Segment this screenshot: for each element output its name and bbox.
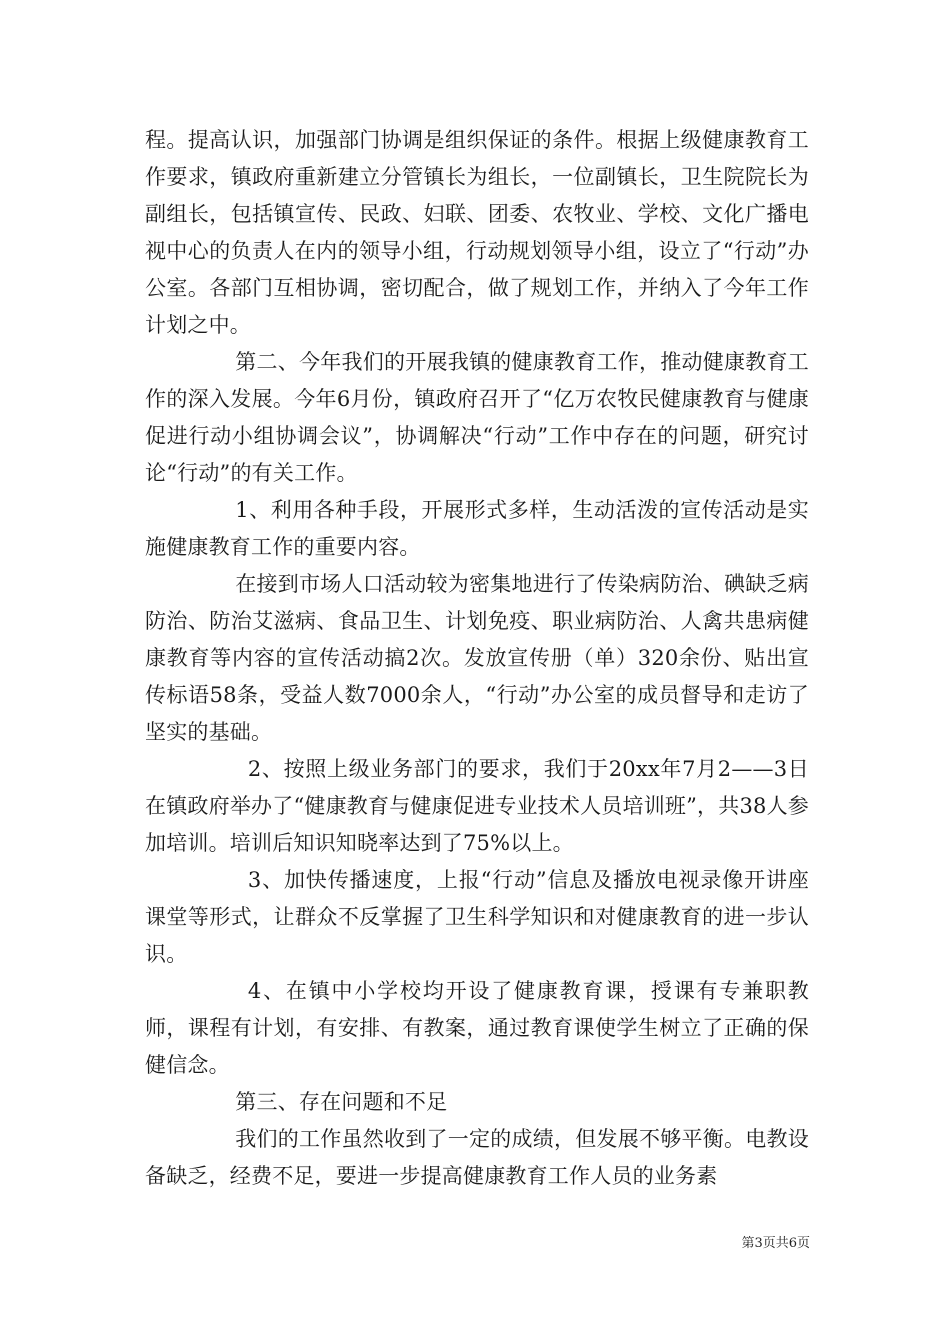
paragraph-4: 在接到市场人口活动较为密集地进行了传染病防治、碘缺乏病防治、防治艾滋病、食品卫生、计划免疫、职业病防治、人禽共患病健康教育等内容的宣传活动搞2次。发放宣传册（单）320余份、贴出宣传标语58条，受益人数7000余人，“行动”办公室的成员督导和走访了坚实的基础。 bbox=[145, 572, 809, 744]
paragraph-6: 3、加快传播速度，上报“行动”信息及播放电视录像开讲座课堂等形式，让群众不反掌握了卫生科学知识和对健康教育的进一步认识。 bbox=[145, 868, 809, 966]
paragraph-8: 第三、存在问题和不足 bbox=[235, 1090, 448, 1114]
paragraph-2: 第二、今年我们的开展我镇的健康教育工作，推动健康教育工作的深入发展。今年6月份，镇政府召开了“亿万农牧民健康教育与健康促进行动小组协调会议”，协调解决“行动”工作中存在的问题，研究讨论“行动”的有关工作。 bbox=[145, 350, 809, 485]
paragraph-7: 4、在镇中小学校均开设了健康教育课，授课有专兼职教师，课程有计划，有安排、有教案，通过教育课使学生树立了正确的保健信念。 bbox=[145, 979, 809, 1077]
paragraph-1: 程。提高认识，加强部门协调是组织保证的条件。根据上级健康教育工作要求，镇政府重新建立分管镇长为组长，一位副镇长，卫生院院长为副组长，包括镇宣传、民政、妇联、团委、农牧业、学校、文化广播电视中心的负责人在内的领导小组，行动规划领导小组，设立了“行动”办公室。各部门互相协调，密切配合，做了规划工作，并纳入了今年工作计划之中。 bbox=[145, 128, 809, 337]
paragraph-9: 我们的工作虽然收到了一定的成绩，但发展不够平衡。电教设备缺乏，经费不足，要进一步提高健康教育工作人员的业务素 bbox=[145, 1127, 809, 1188]
document-body bbox=[145, 122, 809, 1195]
paragraph-5: 2、按照上级业务部门的要求，我们于20xx年7月2——3日在镇政府举办了“健康教育与健康促进专业技术人员培训班”，共38人参加培训。培训后知识知晓率达到了75%以上。 bbox=[145, 757, 809, 855]
page-number-footer: 第3页共6页 bbox=[741, 1236, 810, 1251]
paragraph-3: 1、利用各种手段，开展形式多样，生动活泼的宣传活动是实施健康教育工作的重要内容。 bbox=[145, 498, 809, 559]
